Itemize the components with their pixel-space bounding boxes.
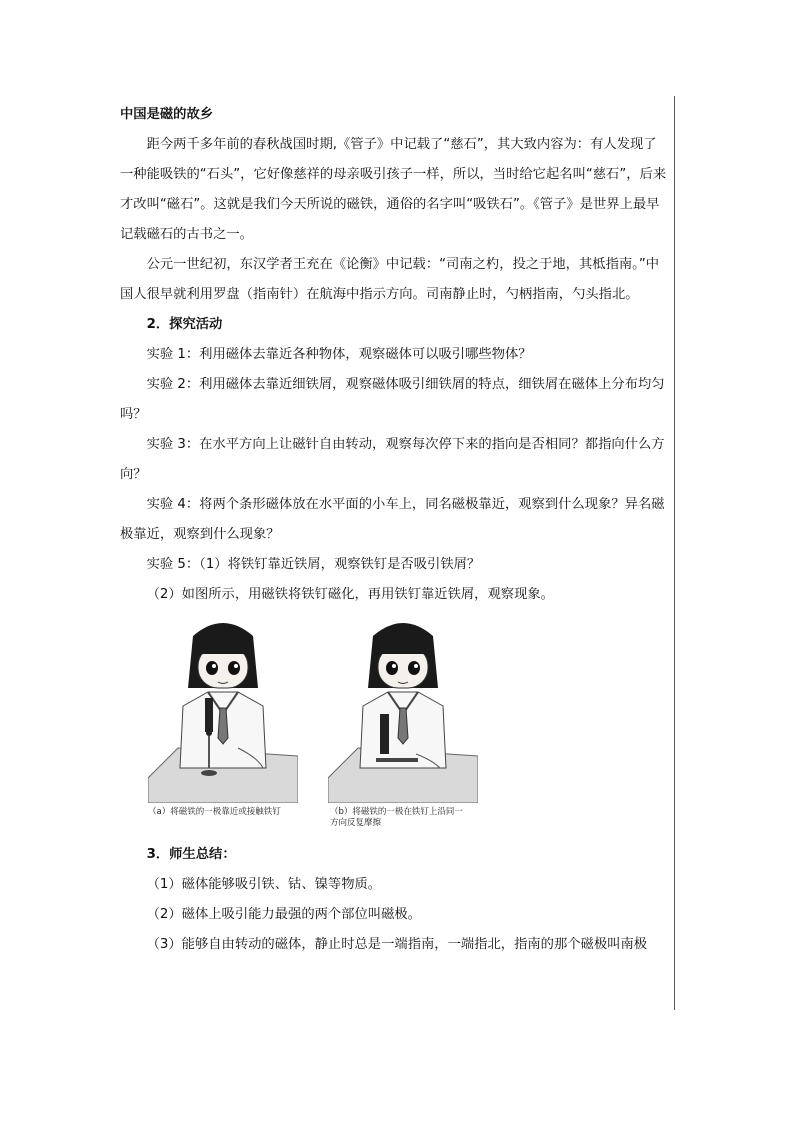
experiment-2: 实验 2：利用磁体去靠近细铁屑，观察磁体吸引细铁屑的特点，细铁屑在磁体上分布均匀吗？ [120,377,665,422]
summary-item-1: （1）磁体能够吸引铁、钴、镍等物质。 [146,877,382,892]
section-3-heading: 3．师生总结： [146,847,236,862]
summary-item-3: （3）能够自由转动的磁体，静止时总是一端指南，一端指北，指南的那个磁极叫南极 [146,937,648,952]
intro-paragraph-2: 公元一世纪初，东汉学者王充在《论衡》中记载：“司南之杓，投之于地，其柢指南。”中国人很早就利用罗盘（指南针）在航海中指示方向。司南静止时，勺柄指南，勺头指北。 [120,257,660,302]
figure-a [148,618,298,818]
experiment-5-part-2: （2）如图所示，用磁铁将铁钉磁化，再用铁钉靠近铁屑，观察现象。 [146,587,554,602]
section-title: 中国是磁的故乡 [120,107,214,122]
section-2-heading: 2．探究活动 [146,317,223,332]
experiment-4: 实验 4：将两个条形磁体放在水平面的小车上，同名磁极靠近，观察到什么现象？异名磁极靠近，观察到什么现象？ [120,497,665,542]
figure-a-caption: （a）将磁铁的一极靠近或接触铁钉 [148,807,281,817]
figure-b [328,618,478,829]
figure-b-caption: （b）将磁铁的一极在铁钉上沿同一 方向反复摩擦 [330,807,463,828]
experiment-5-part-1: 实验 5：（1）将铁钉靠近铁屑，观察铁钉是否吸引铁屑？ [146,557,481,572]
girl-rubbing-nail-illustration [328,618,478,803]
girl-touching-nail-illustration [148,618,298,803]
intro-paragraph-1: 距今两千多年前的春秋战国时期,《管子》中记载了“慈石”，其大致内容为：有人发现了一种能吸铁的“石头”，它好像慈祥的母亲吸引孩子一样，所以，当时给它起名叫“慈石”，后来才改叫“磁石”。这就是我们今天所说的磁铁，通俗的名字叫“吸铁石”。《管子》是世界上最早记载磁石的古书之一。 [120,137,667,242]
experiment-1: 实验 1：利用磁体去靠近各种物体，观察磁体可以吸引哪些物体？ [146,347,532,362]
figures [120,618,668,840]
summary-item-2: （2）磁体上吸引能力最强的两个部位叫磁极。 [146,907,421,922]
document-body [120,100,668,960]
experiment-3: 实验 3：在水平方向上让磁针自由转动，观察每次停下来的指向是否相同？都指向什么方向？ [120,437,665,482]
page-right-border [674,96,675,1010]
